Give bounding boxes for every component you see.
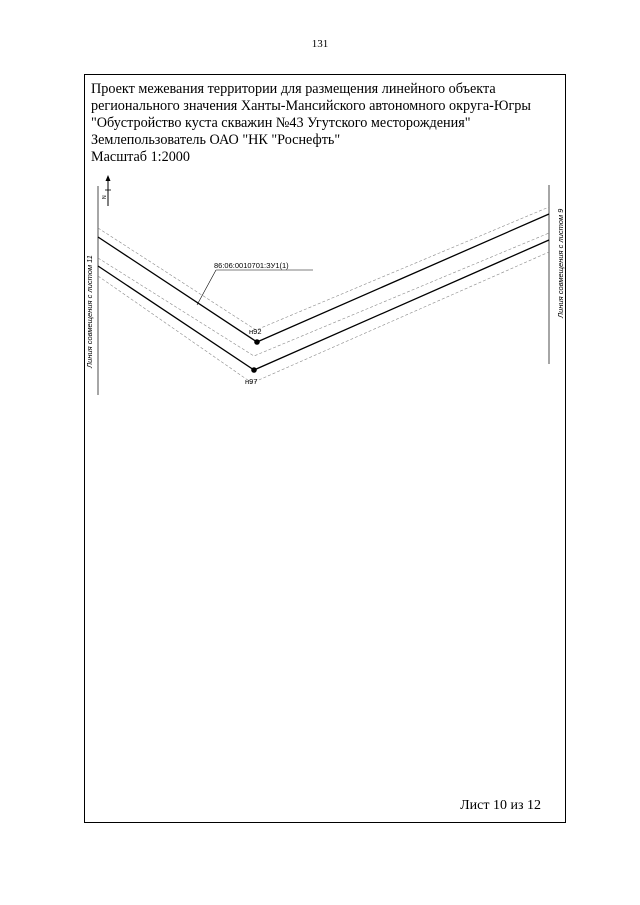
parcel-callout-leader [197, 270, 216, 305]
scale-label: Масштаб 1:2000 [91, 149, 190, 165]
sheet-number: Лист 10 из 12 [460, 798, 541, 813]
point-label-n92: н92 [249, 327, 262, 336]
parcel-boundary-lower [98, 240, 549, 370]
survey-line-middle [98, 233, 549, 356]
page-number: 131 [311, 38, 329, 50]
right-match-line-label: Линия совмещения с листом 9 [556, 208, 565, 318]
title-line-1: Проект межевания территории для размещения линейного объекта [91, 81, 496, 97]
north-arrow-label: N [102, 195, 108, 199]
parcel-label: 86:06:0010701:ЗУ1(1) [214, 261, 289, 270]
point-label-n97: н97 [245, 377, 258, 386]
title-line-2: регионального значения Ханты-Мансийского автономного округа-Югры [91, 98, 531, 114]
boundary-point-n92 [254, 339, 260, 345]
left-match-line-label: Линия совмещения с листом 11 [85, 255, 94, 368]
north-arrow-icon [102, 175, 111, 206]
boundary-point-n97 [251, 367, 257, 373]
title-line-3: "Обустройство куста скважин №43 Угутского месторождения" [91, 115, 471, 131]
title-line-4: Землепользователь ОАО "НК "Роснефть" [91, 132, 341, 148]
